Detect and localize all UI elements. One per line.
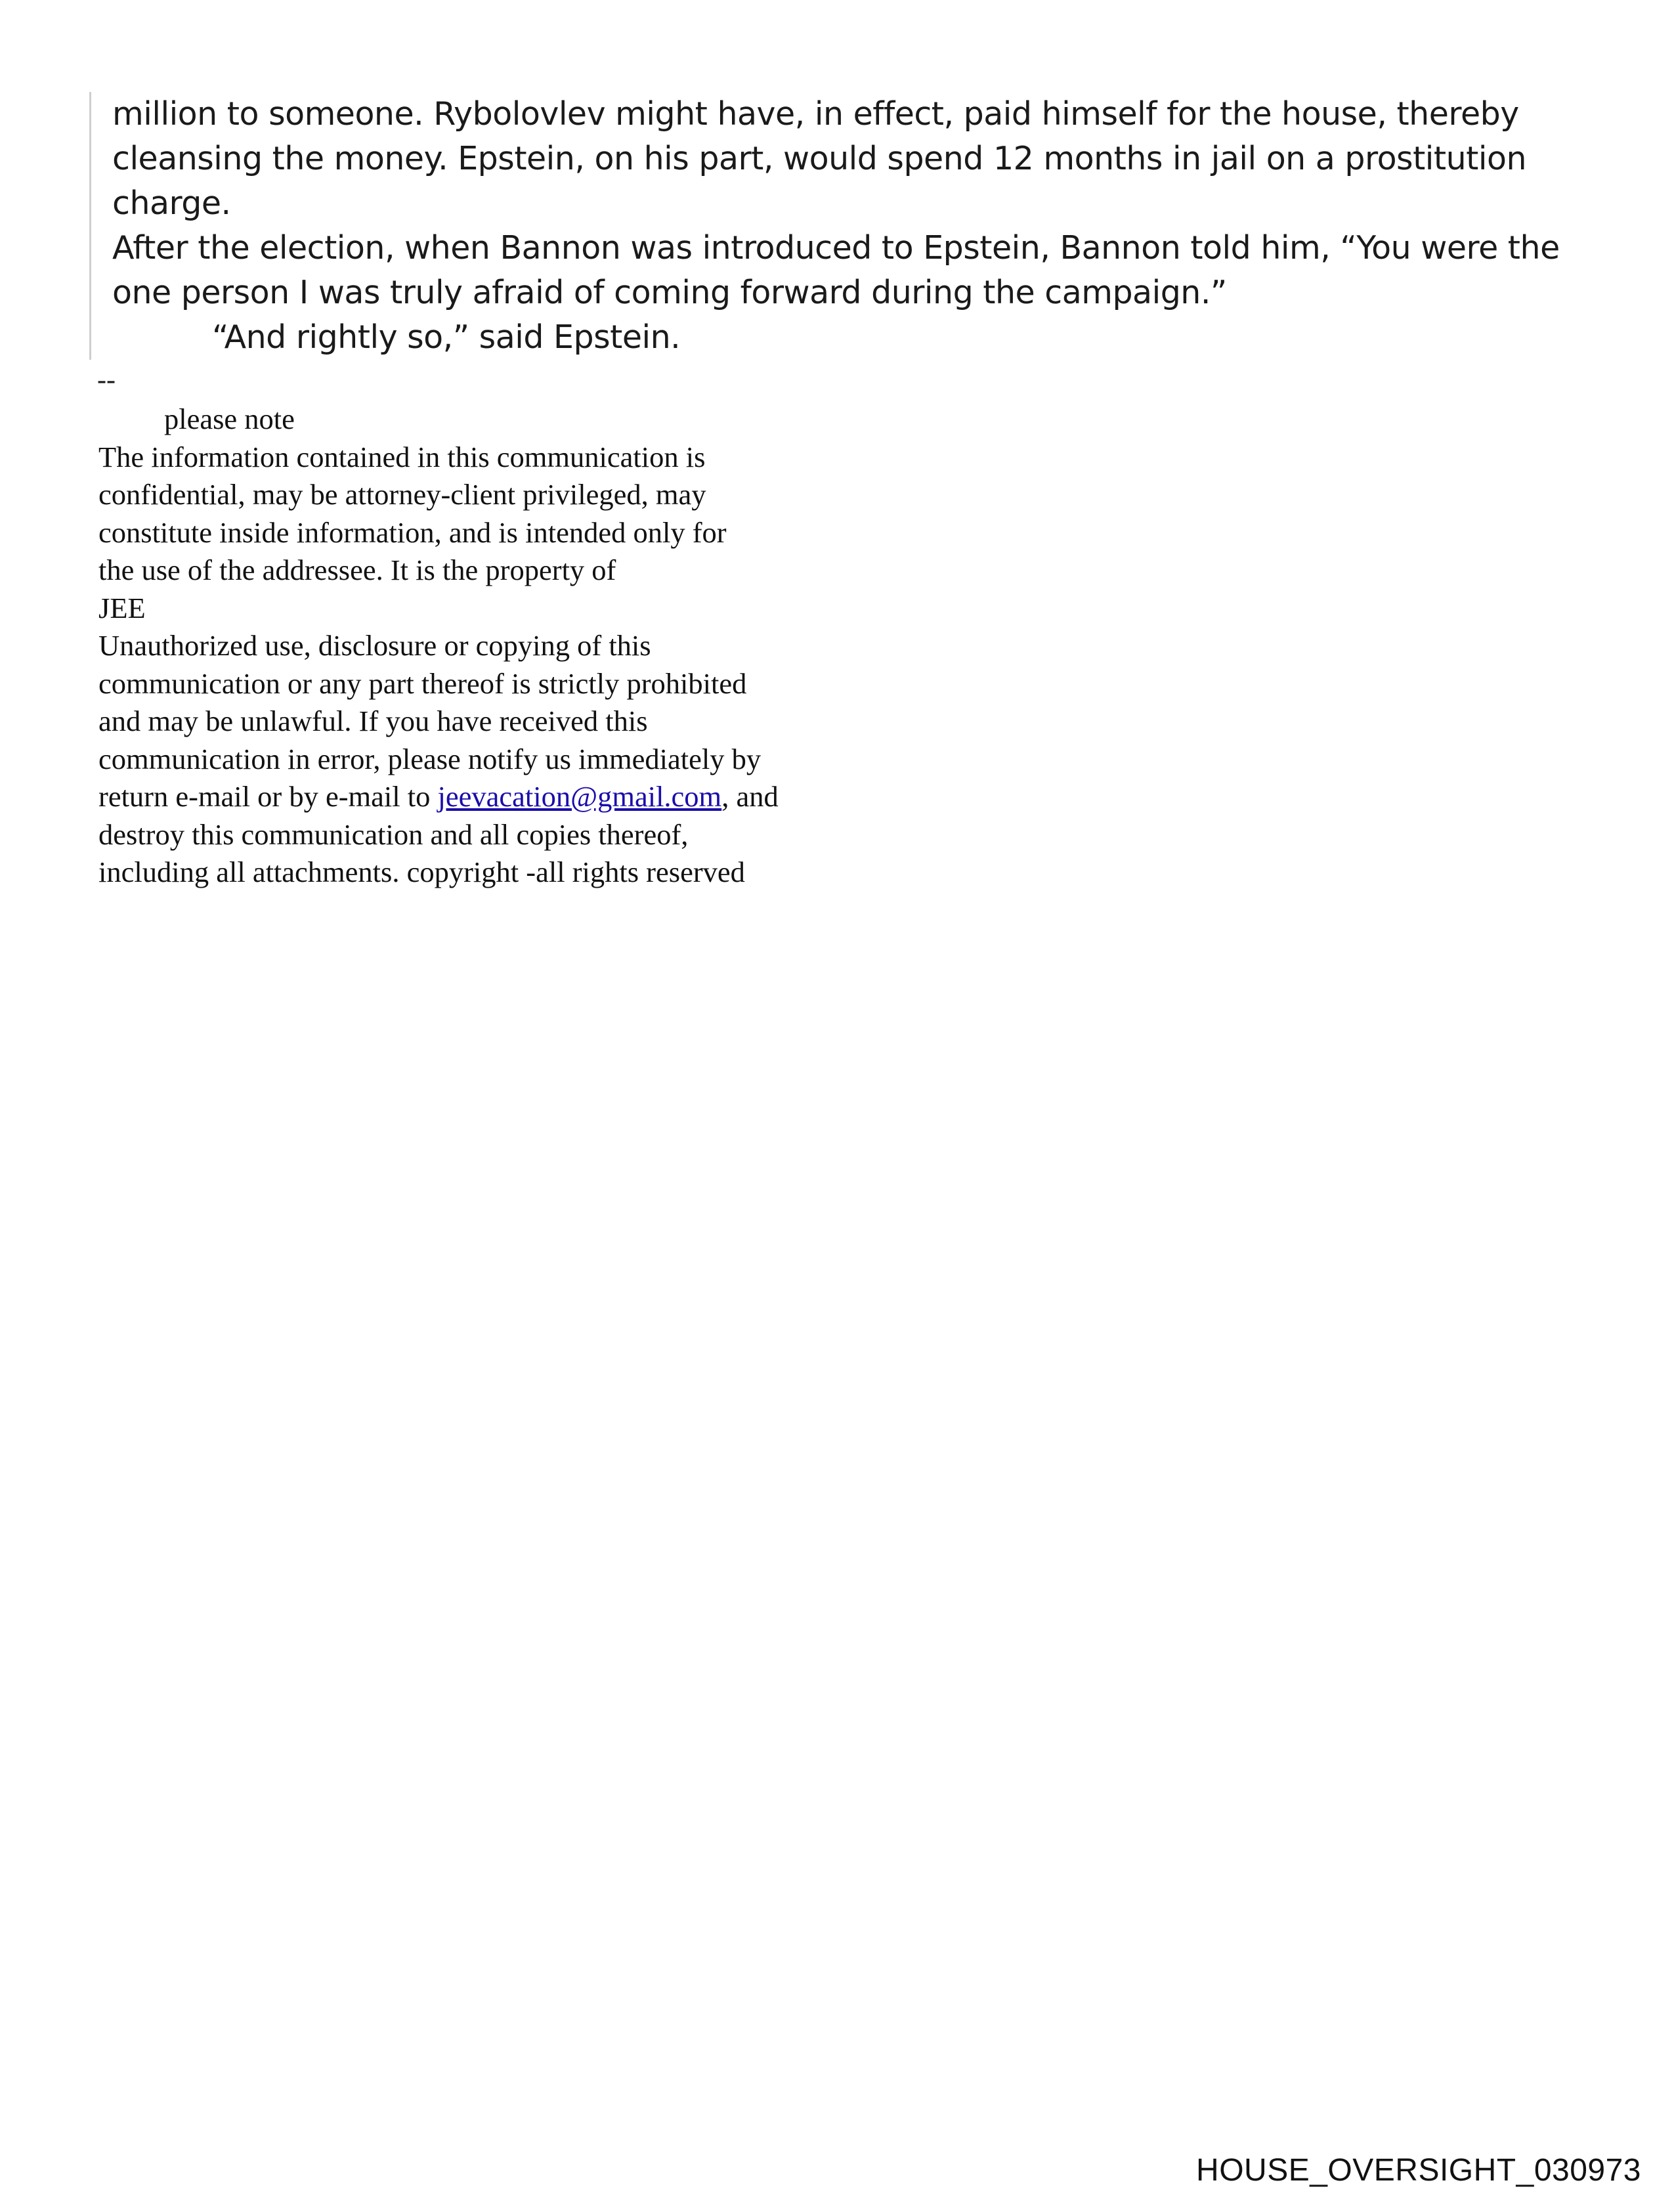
quoted-message-block (89, 92, 1622, 360)
disclaimer-line: The information contained in this communication is (98, 440, 706, 473)
disclaimer-line: communication or any part thereof is strictly prohibited (98, 666, 747, 700)
disclaimer-line: the use of the addressee. It is the property of (98, 553, 616, 586)
confidentiality-disclaimer (98, 401, 952, 892)
disclaimer-line: Unauthorized use, disclosure or copying of this (98, 629, 651, 662)
disclaimer-heading: please note (164, 402, 295, 435)
email-link[interactable]: jeevacation@gmail.com (437, 780, 722, 813)
body-paragraph-1: million to someone. Rybolovlev might have, in effect, paid himself for the house, thereby cleansing the money. Epstein, on his part, would spend 12 months in jail on a prostitution charge. (112, 95, 1527, 222)
disclaimer-line: destroy this communication and all copies thereof, (98, 817, 689, 851)
disclaimer-line: constitute inside information, and is intended only for (98, 515, 727, 549)
disclaimer-email-prefix: return e-mail or by e-mail to (98, 780, 431, 813)
disclaimer-email-suffix: , and (721, 780, 779, 813)
disclaimer-line: including all attachments. copyright -all rights reserved (98, 856, 745, 888)
disclaimer-line: and may be unlawful. If you have received this (98, 705, 648, 737)
bates-number: HOUSE_OVERSIGHT_030973 (1196, 2153, 1641, 2188)
disclaimer-line: confidential, may be attorney-client privileged, may (98, 478, 706, 511)
signature-separator: -- (97, 365, 116, 395)
disclaimer-email-line (98, 778, 952, 816)
body-paragraph-2: After the election, when Bannon was introduced to Epstein, Bannon told him, “You were the one person I was truly afraid of coming forward during the campaign.” (112, 229, 1560, 311)
body-paragraph-3: “And rightly so,” said Epstein. (212, 318, 681, 356)
disclaimer-owner: JEE (98, 591, 146, 624)
disclaimer-line: communication in error, please notify us immediately by (98, 742, 762, 775)
